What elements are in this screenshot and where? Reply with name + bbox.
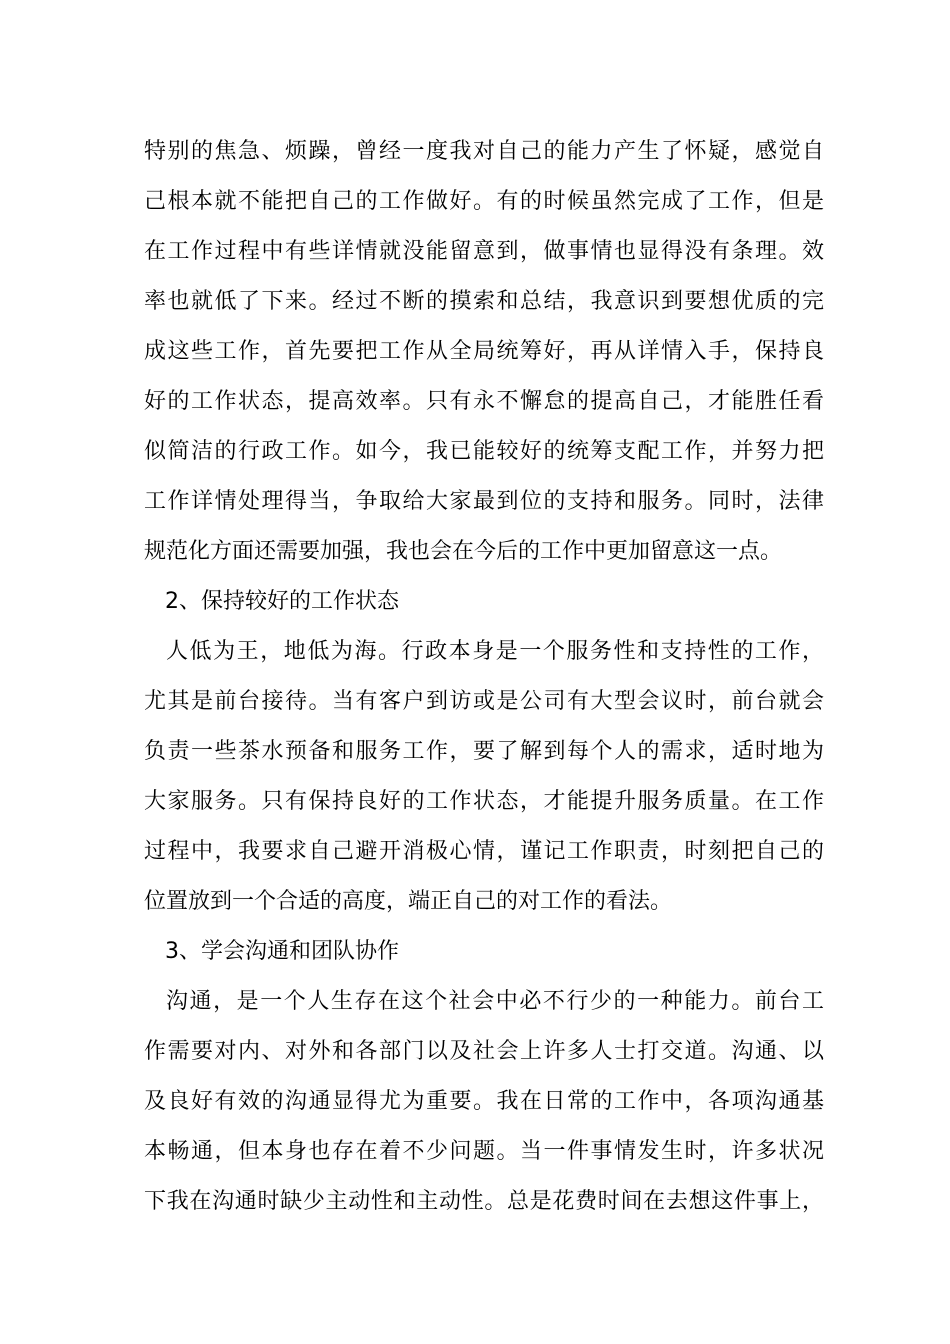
body-text-line: 人低为王，地低为海。行政本身是一个服务性和支持性的工作，: [166, 639, 824, 664]
body-text-line: 及良好有效的沟通显得尤为重要。我在日常的工作中，各项沟通基: [144, 1089, 824, 1114]
body-text-line: 下我在沟通时缺少主动性和主动性。总是花费时间在去想这件事上，: [144, 1189, 824, 1214]
body-text-line: 本畅通，但本身也存在着不少问题。当一件事情发生时，许多状况: [144, 1139, 824, 1164]
section-heading: 2、保持较好的工作状态: [165, 589, 399, 614]
body-text-line: 尤其是前台接待。当有客户到访或是公司有大型会议时，前台就会: [144, 689, 824, 714]
body-text-line: 似简洁的行政工作。如今，我已能较好的统筹支配工作，并努力把: [144, 439, 824, 464]
body-text-line: 特别的焦急、烦躁，曾经一度我对自己的能力产生了怀疑，感觉自: [144, 139, 824, 164]
body-text-line: 负责一些茶水预备和服务工作，要了解到每个人的需求，适时地为: [144, 739, 824, 764]
body-text-line: 沟通，是一个人生存在这个社会中必不行少的一种能力。前台工: [166, 989, 824, 1014]
body-text-line: 率也就低了下来。经过不断的摸索和总结，我意识到要想优质的完: [144, 289, 824, 314]
section-heading: 3、学会沟通和团队协作: [165, 939, 399, 964]
body-text-line: 工作详情处理得当，争取给大家最到位的支持和服务。同时，法律: [144, 489, 824, 514]
body-text-line: 己根本就不能把自己的工作做好。有的时候虽然完成了工作，但是: [144, 189, 824, 214]
body-text-line: 作需要对内、对外和各部门以及社会上许多人士打交道。沟通、以: [144, 1039, 824, 1064]
body-text-line: 成这些工作，首先要把工作从全局统筹好，再从详情入手，保持良: [144, 339, 824, 364]
body-text-line: 规范化方面还需要加强，我也会在今后的工作中更加留意这一点。: [144, 539, 783, 564]
body-text-line: 好的工作状态，提高效率。只有永不懈怠的提高自己，才能胜任看: [144, 389, 824, 414]
body-text-line: 在工作过程中有些详情就没能留意到，做事情也显得没有条理。效: [144, 239, 824, 264]
body-text-line: 大家服务。只有保持良好的工作状态，才能提升服务质量。在工作: [144, 789, 824, 814]
body-text-line: 过程中，我要求自己避开消极心情，谨记工作职责，时刻把自己的: [144, 839, 824, 864]
body-text-line: 位置放到一个合适的高度，端正自己的对工作的看法。: [144, 889, 673, 914]
